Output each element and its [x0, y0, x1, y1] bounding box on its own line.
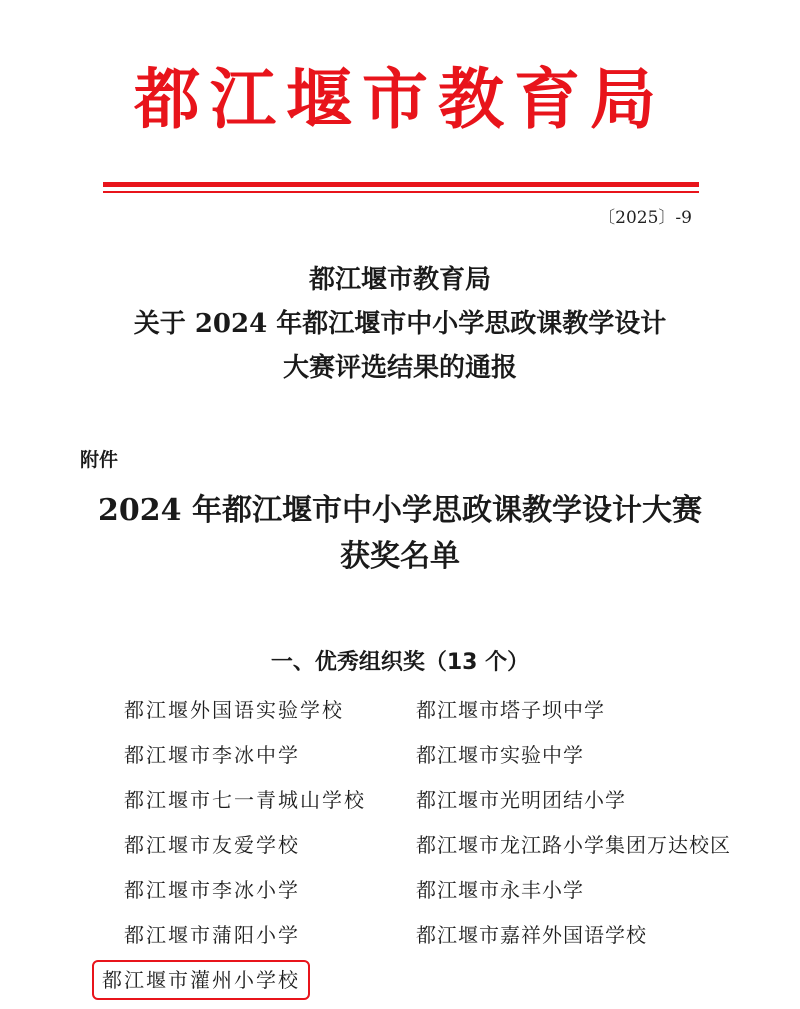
award-school: 都江堰市永丰小学 [416, 878, 584, 902]
award-list-title-line: 获奖名单 [340, 539, 460, 574]
notice-title-line: 大赛评选结果的通报 [282, 353, 517, 383]
award-school: 都江堰外国语实验学校 [124, 698, 344, 722]
red-divider-thin [103, 191, 699, 193]
award-school: 都江堰市七一青城山学校 [124, 788, 366, 812]
award-row [124, 829, 784, 874]
award-row [124, 919, 784, 964]
red-divider-thick [103, 182, 699, 187]
award-row [124, 739, 784, 784]
award-school: 都江堰市友爱学校 [124, 833, 300, 857]
notice-title-line: 关于 2024 年都江堰市中小学思政课教学设计 [133, 309, 667, 339]
award-school: 都江堰市光明团结小学 [416, 788, 626, 812]
award-row [102, 964, 784, 1009]
award-school: 都江堰市实验中学 [416, 743, 584, 767]
award-school: 都江堰市李冰中学 [124, 743, 300, 767]
award-school: 都江堰市蒲阳小学 [124, 923, 300, 947]
award-list-title [0, 488, 800, 580]
notice-title-line: 都江堰市教育局 [308, 265, 491, 295]
award-school: 都江堰市李冰小学 [124, 878, 300, 902]
award-row [124, 784, 784, 829]
issuer-masthead: 都江堰市教育局 [134, 61, 666, 138]
notice-title [0, 258, 800, 390]
award-row [124, 874, 784, 919]
award-row [124, 694, 784, 739]
award-list-title-line: 2024 年都江堰市中小学思政课教学设计大赛 [98, 493, 702, 528]
document-number: 〔2025〕-9 [598, 208, 692, 228]
award-list [102, 694, 784, 1009]
highlighted-award-school: 都江堰市灌州小学校 [96, 964, 306, 996]
section-heading: 一、优秀组织奖（13 个） [270, 650, 530, 675]
award-school: 都江堰市龙江路小学集团万达校区 [416, 833, 731, 857]
attachment-label: 附件 [80, 449, 119, 471]
award-school: 都江堰市嘉祥外国语学校 [416, 923, 647, 947]
award-school: 都江堰市塔子坝中学 [416, 698, 605, 722]
